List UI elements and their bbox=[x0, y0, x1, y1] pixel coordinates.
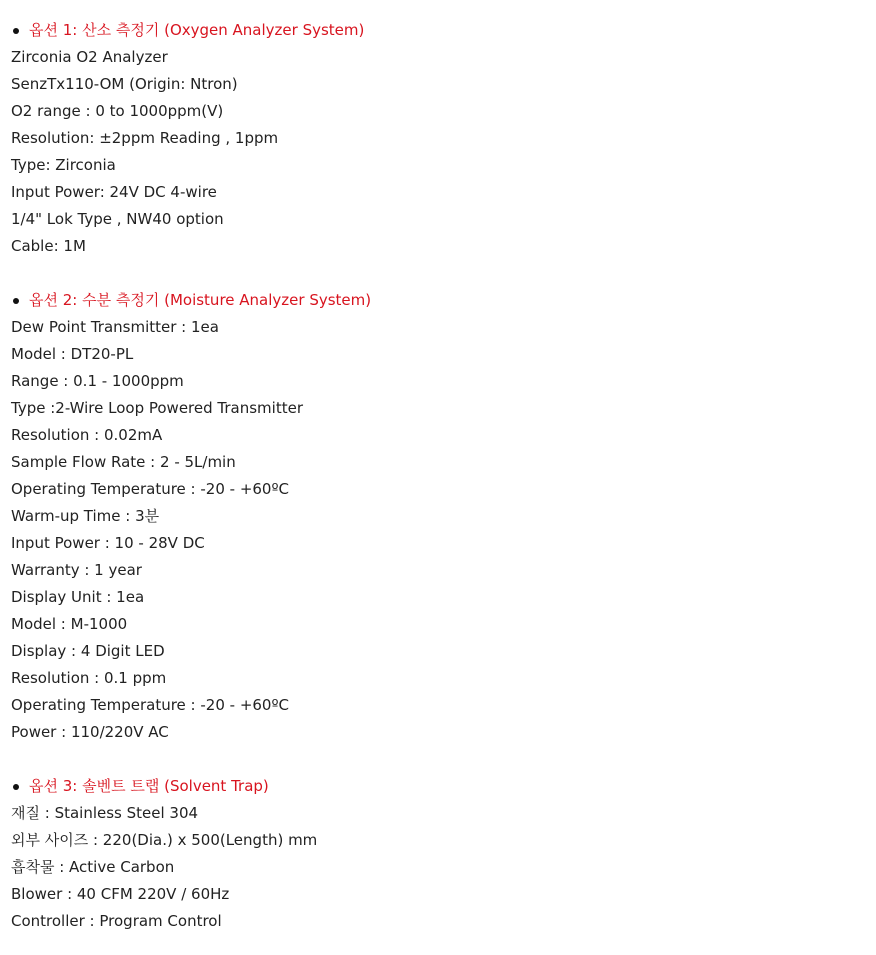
spec-line: Model : DT20-PL bbox=[11, 345, 134, 363]
spec-line: Warm-up Time : 3분 bbox=[11, 507, 160, 525]
bullet-icon bbox=[13, 298, 19, 304]
spec-line: Power : 110/220V AC bbox=[11, 723, 169, 741]
option-3-title: 옵션 3: 솔벤트 트랩 (Solvent Trap) bbox=[29, 777, 269, 795]
option-1-section bbox=[11, 17, 876, 260]
spec-line: Type: Zirconia bbox=[11, 156, 116, 174]
spec-line: Display : 4 Digit LED bbox=[11, 642, 165, 660]
spec-line: Controller : Program Control bbox=[11, 912, 222, 930]
option-3-heading bbox=[11, 773, 876, 800]
spec-line: 재질 : Stainless Steel 304 bbox=[11, 804, 199, 822]
spec-line: Input Power : 10 - 28V DC bbox=[11, 534, 205, 552]
spec-line: Dew Point Transmitter : 1ea bbox=[11, 318, 219, 336]
bullet-icon bbox=[13, 784, 19, 790]
spec-line: Resolution : 0.1 ppm bbox=[11, 669, 167, 687]
spec-line: Input Power: 24V DC 4-wire bbox=[11, 183, 217, 201]
spec-line: Warranty : 1 year bbox=[11, 561, 142, 579]
spec-line: Display Unit : 1ea bbox=[11, 588, 145, 606]
spec-line: Sample Flow Rate : 2 - 5L/min bbox=[11, 453, 236, 471]
spec-line: Model : M-1000 bbox=[11, 615, 128, 633]
spec-line: Operating Temperature : -20 - +60ºC bbox=[11, 480, 290, 498]
option-2-section bbox=[11, 287, 876, 746]
spec-line: O2 range : 0 to 1000ppm(V) bbox=[11, 102, 224, 120]
bullet-icon bbox=[13, 28, 19, 34]
option-2-heading bbox=[11, 287, 876, 314]
option-1-heading bbox=[11, 17, 876, 44]
spec-line: Resolution: ±2ppm Reading , 1ppm bbox=[11, 129, 279, 147]
spec-line: Resolution : 0.02mA bbox=[11, 426, 163, 444]
spec-line: 흡착물 : Active Carbon bbox=[11, 858, 175, 876]
spec-line: Blower : 40 CFM 220V / 60Hz bbox=[11, 885, 230, 903]
spec-line: Operating Temperature : -20 - +60ºC bbox=[11, 696, 290, 714]
spec-line: Cable: 1M bbox=[11, 237, 86, 255]
option-3-section bbox=[11, 773, 876, 935]
spec-line: 1/4" Lok Type , NW40 option bbox=[11, 210, 224, 228]
spec-line: Range : 0.1 - 1000ppm bbox=[11, 372, 184, 390]
spec-line: Type :2-Wire Loop Powered Transmitter bbox=[11, 399, 303, 417]
spec-line: 외부 사이즈 : 220(Dia.) x 500(Length) mm bbox=[11, 831, 318, 849]
spec-line: SenzTx110-OM (Origin: Ntron) bbox=[11, 75, 238, 93]
option-1-title: 옵션 1: 산소 측정기 (Oxygen Analyzer System) bbox=[29, 21, 365, 39]
option-2-title: 옵션 2: 수분 측정기 (Moisture Analyzer System) bbox=[29, 291, 372, 309]
spec-line: Zirconia O2 Analyzer bbox=[11, 48, 168, 66]
